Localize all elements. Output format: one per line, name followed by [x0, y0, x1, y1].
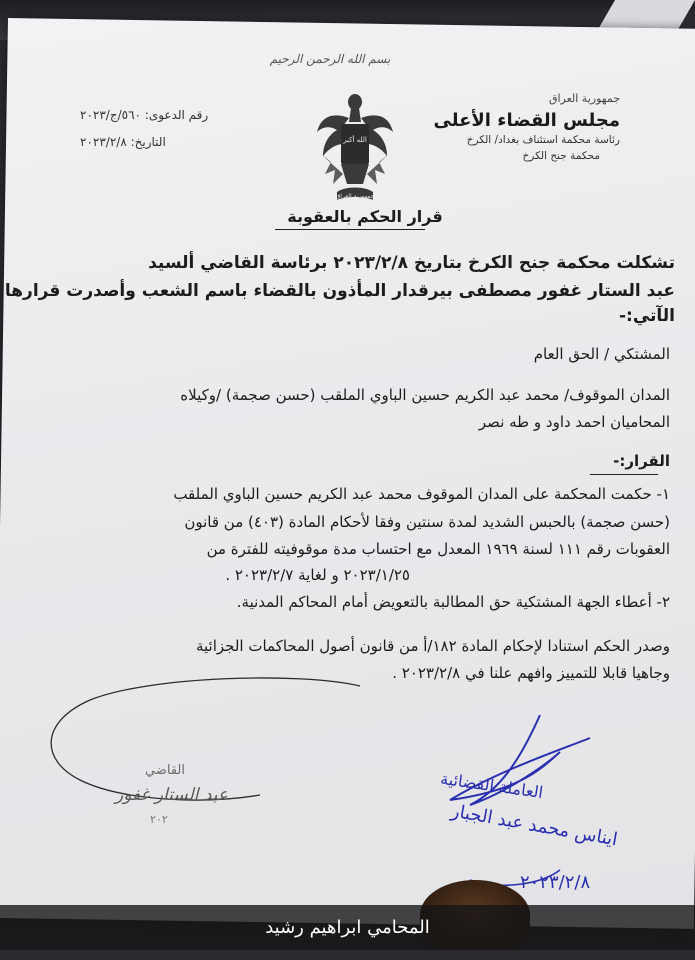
decision-heading: القرار:- [613, 452, 670, 470]
plaintiff-line: المشتكي / الحق العام [533, 345, 670, 363]
verdict-line-1: وصدر الحكم استنادا لإحكام المادة ١٨٢/أ من قانون أصول المحاكمات الجزائية [195, 637, 670, 655]
clerk-title: العاملة القضائية [439, 768, 545, 803]
emblem-text-top: الله أكبر [343, 136, 367, 144]
judge-signature-name: عبد الستار غفور [115, 785, 229, 805]
lawyers-line: المحاميان احمد داود و طه نصر [478, 413, 670, 431]
case-number: رقم الدعوى: ٥٦٠/ج/٢٠٢٣ [80, 108, 209, 122]
iraq-eagle-emblem-icon [315, 92, 395, 214]
document-date: التاريخ: ٢٠٢٣/٢/٨ [80, 135, 166, 149]
decision-line-4: ٢٠٢٣/١/٢٥ و لغاية ٢٠٢٣/٢/٧ . [225, 566, 410, 584]
caption-text: المحامي ابراهيم رشيد [265, 917, 430, 938]
intro-line-3: الآتي:- [618, 306, 675, 326]
court-label: محكمة جنح الكرخ [522, 150, 600, 162]
presidency-label: رئاسة محكمة استئناف بغداد/ الكرخ [466, 134, 620, 146]
republic-label: جمهورية العراق [548, 92, 620, 105]
decision-line-5: ٢- أعطاء الجهة المشتكية حق المطالبة بالتعويض أمام المحاكم المدنية. [236, 593, 670, 611]
judge-title: القاضي [145, 763, 185, 778]
convicted-line: المدان الموقوف/ محمد عبد الكريم حسين الباوي الملقب (حسن صجمة) /وكيلاه [180, 386, 670, 404]
judge-signature-year: ٢٠٢ [150, 813, 168, 826]
title-underline [275, 229, 425, 230]
intro-line-1: تشكلت محكمة جنح الكرخ بتاريخ ٢٠٢٣/٢/٨ برئاسة القاضي ألسيد [148, 253, 675, 273]
clerk-date: ٢٠٢٣/٢/٨ [520, 872, 591, 893]
basmala: بسم الله الرحمن الرحيم [269, 52, 391, 66]
council-name: مجلس القضاء الأعلى [433, 110, 620, 131]
document-title: قرار الحكم بالعقوبة [287, 207, 443, 226]
decision-underline [590, 474, 658, 475]
intro-line-2: عبد الستار غفور مصطفى بيرقدار المأذون بالقضاء باسم الشعب وأصدرت قرارها [4, 281, 675, 301]
decision-line-2: (حسن صجمة) بالحبس الشديد لمدة سنتين وفقا لأحكام المادة (٤٠٣) من قانون [184, 513, 670, 531]
clerk-name: ايناس محمد عبد الجبار [449, 800, 620, 851]
decision-line-3: العقوبات رقم ١١١ لسنة ١٩٦٩ المعدل مع احتساب مدة موقوفيته للفترة من [206, 540, 670, 558]
verdict-line-2: وجاهيا قابلا للتمييز وافهم علنا في ٢٠٢٣/٢/٨ . [392, 664, 670, 682]
emblem-text-bottom: جمهورية العراق [335, 193, 375, 200]
decision-line-1: ١- حكمت المحكمة على المدان الموقوف محمد عبد الكريم حسين الباوي الملقب [173, 485, 670, 503]
